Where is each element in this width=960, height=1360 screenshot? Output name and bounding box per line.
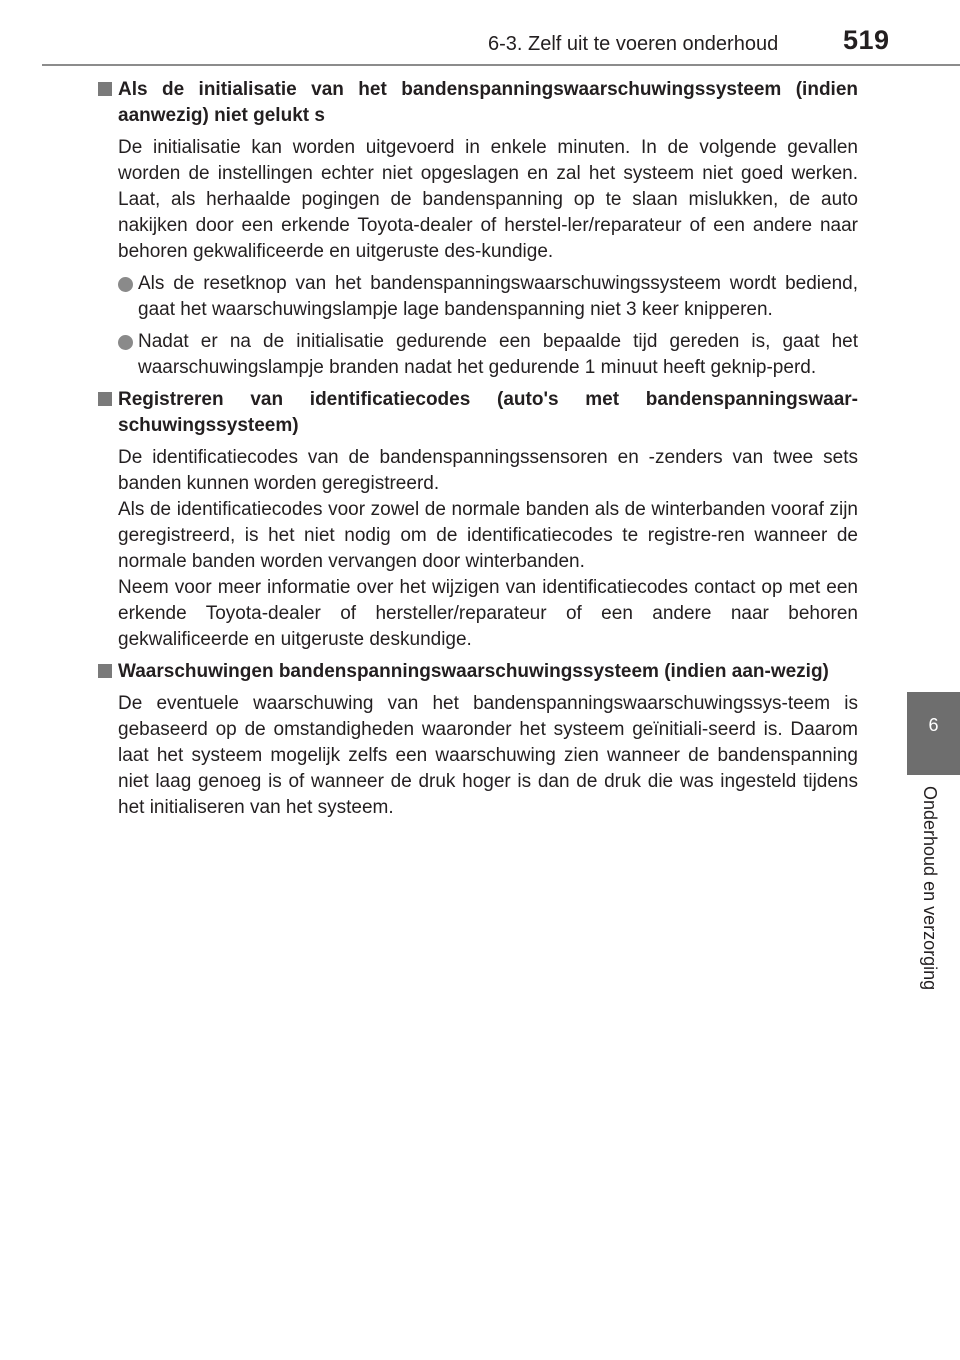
section-register-id-codes (98, 387, 858, 653)
page-number: 519 (843, 25, 890, 55)
chapter-number: 6 (928, 715, 939, 735)
square-bullet-icon (98, 664, 112, 678)
page-content (98, 77, 858, 821)
list-item-text: Als de resetknop van het bandenspanningswaarschuwingssysteem wordt bediend, gaat het waarschuwingslampje lage bandenspanning niet 3 keer knipperen. (138, 273, 858, 320)
round-bullet-icon (118, 277, 133, 292)
section-title: 6-3. Zelf uit te voeren onderhoud (488, 33, 779, 55)
square-bullet-icon (98, 82, 112, 96)
square-bullet-icon (98, 392, 112, 406)
section-paragraph: De eventuele waarschuwing van het bandenspanningswaarschuwingssys-teem is gebaseerd op de omstandigheden waaronder het systeem geïnitiali-seerd is. Daarom laat het systeem mogelijk zelfs een waarschuwing zien wanneer de bandenspanning niet laag genoeg is of wanneer de druk hoger is dan de druk die was ingesteld tijdens het initialiseren van het systeem. (118, 693, 858, 818)
section-paragraph: Neem voor meer informatie over het wijzigen van identificatiecodes contact op met een erkende Toyota-dealer of hersteller/reparateur of een andere naar behoren gekwalificeerde en uitgeruste deskundige. (118, 577, 858, 650)
section-warnings (98, 659, 858, 821)
section-heading-text: Waarschuwingen bandenspanningswaarschuwingssysteem (indien aan-wezig) (118, 661, 829, 682)
page-header (0, 0, 960, 70)
round-bullet-icon (118, 335, 133, 350)
list-item-text: Nadat er na de initialisatie gedurende een bepaalde tijd gereden is, gaat het waarschuwingslampje branden nadat het gedurende 1 minuut heeft geknip-perd. (138, 331, 858, 378)
section-heading (98, 659, 858, 685)
chapter-tab (907, 692, 960, 775)
list-item (98, 271, 858, 323)
section-paragraph: Als de identificatiecodes voor zowel de normale banden als de winterbanden vooraf zijn geregistreerd, is het niet nodig om de identificatiecodes te registre-ren wanneer de normale banden worden vervangen door winterbanden. (118, 499, 858, 572)
section-paragraph: De identificatiecodes van de bandenspanningssensoren en -zenders van twee sets banden kunnen worden geregistreerd. (118, 447, 858, 494)
section-heading (98, 387, 858, 439)
section-heading (98, 77, 858, 129)
section-paragraph: De initialisatie kan worden uitgevoerd in enkele minuten. In de volgende gevallen worden de instellingen echter niet opgeslagen en zal het systeem niet goed werken. Laat, als herhaalde pogingen de bandenspanning op te slaan mislukken, de auto nakijken door een erkende Toyota-dealer of herstel-ler/reparateur of een andere naar behoren gekwalificeerde en uitgeruste des-kundige. (118, 137, 858, 262)
section-heading-text: Als de initialisatie van het bandenspanningswaarschuwingssysteem (indien aanwezig) niet gelukt s (118, 79, 858, 126)
section-initialisation-failed (98, 77, 858, 381)
list-item (98, 329, 858, 381)
section-heading-text: Registreren van identificatiecodes (auto's met bandenspanningswaar-schuwingssysteem) (118, 389, 858, 436)
chapter-title: Onderhoud en verzorging (920, 786, 940, 991)
header-divider (42, 64, 960, 66)
